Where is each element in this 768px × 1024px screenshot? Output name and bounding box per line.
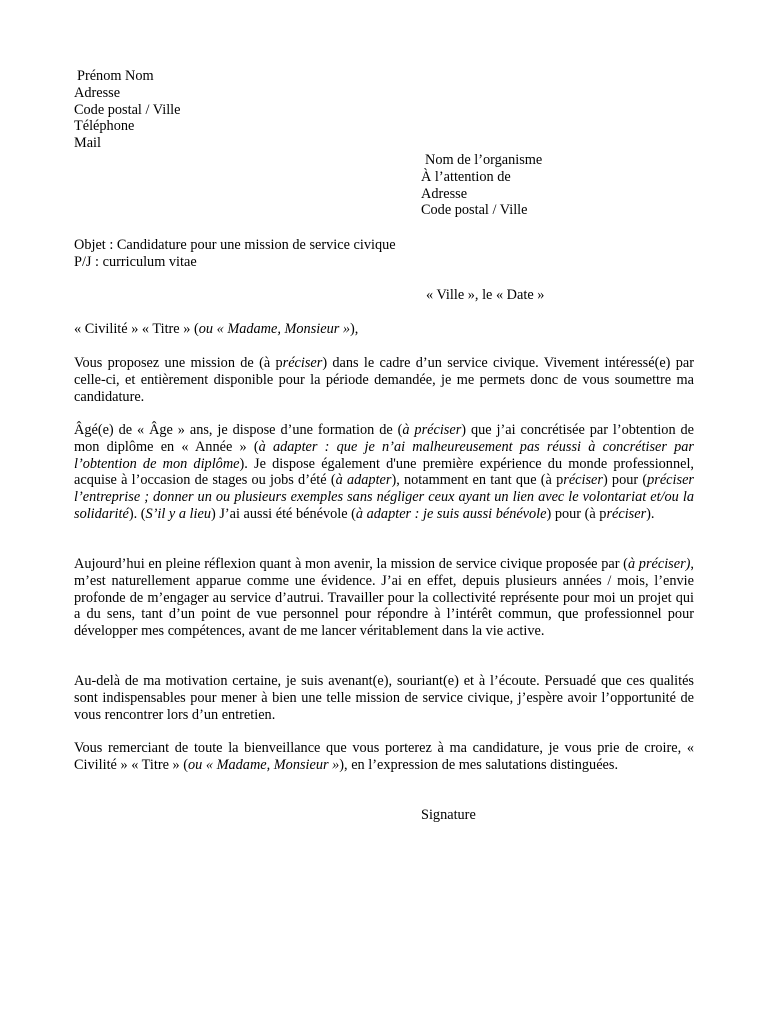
recipient-attention: À l’attention de: [421, 168, 511, 185]
text-italic: à préciser: [402, 422, 462, 438]
text: Âgé(e) de « Âge » ans, je dispose d’une formation de (: [74, 422, 403, 438]
sender-block: [74, 68, 181, 152]
text: ). Je dispose également d'une première expérience du monde professionnel, acquise à l’occasion de stages ou jobs d’été (: [74, 455, 694, 489]
sender-mail: Mail: [74, 135, 102, 152]
text: , m’est naturellement apparue comme une évidence. J’ai en effet, depuis plusieurs années / mois, l’envie profonde de m’engager au service d’autrui. Travailler pour la collectivité représente pour moi un projet qui a du sens, tant d’un point de vue personnel pour répondre à l’intérêt commun, que professionnel pour développer mes compétences, avant de me lancer véritablement dans la vie active.: [74, 556, 694, 640]
text: Aujourd’hui en pleine réflexion quant à mon avenir, la mission de service civique proposée par (: [74, 556, 628, 572]
text-italic: à préciser): [627, 556, 691, 572]
text: ). (: [128, 505, 146, 522]
text-italic: préciser l’entreprise ; donner un ou plusieurs exemples sans négliger ceux ayant un lien avec le volontariat et/ou la solidarité: [74, 472, 694, 522]
paragraph-1: [74, 355, 694, 405]
text: ).: [646, 505, 655, 522]
recipient-organisation: Nom de l’organisme: [425, 152, 543, 168]
text: ), en l’expression de mes salutations distinguées.: [339, 756, 619, 773]
date-line: « Ville », le « Date »: [426, 287, 545, 303]
attachment-line: P/J : curriculum vitae: [74, 253, 197, 270]
salutation-italic: ou « Madame, Monsieur »: [198, 321, 351, 337]
text-italic: à adapter : je suis aussi bénévole: [355, 505, 547, 522]
recipient-address: Adresse: [421, 185, 468, 202]
text-italic: à adapter : que je n’ai malheureusement pas réussi à concrétiser par l’obtention de mon diplôme: [74, 438, 694, 472]
sender-address: Adresse: [74, 84, 121, 101]
sender-phone: Téléphone: [74, 118, 135, 135]
text: ) J’ai aussi été bénévole (: [211, 505, 356, 522]
salutation: [74, 321, 358, 338]
text: ) pour (à p: [546, 505, 607, 522]
paragraph-4: Au-delà de ma motivation certaine, je suis avenant(e), souriant(e) et à l’écoute. Persuadé que ces qualités sont indispensables pour mener à bien une telle mission de service civique, j’espère avoir l’opportunité de vous rencontrer lors d’un entretien.: [74, 673, 694, 723]
paragraph-2: [74, 422, 694, 523]
text: ), notamment en tant que (à p: [391, 472, 564, 489]
subject-line: Objet : Candidature pour une mission de service civique: [74, 237, 396, 253]
signature: Signature: [421, 807, 476, 823]
salutation-suffix: ),: [350, 321, 359, 337]
text: Vous proposez une mission de (à p: [74, 355, 283, 371]
recipient-block: [421, 152, 542, 219]
text-italic: réciser: [282, 355, 323, 371]
sender-postal-city: Code postal / Ville: [74, 101, 181, 118]
text-italic: S’il y a lieu: [145, 505, 211, 522]
text: ) dans le cadre d’un service civique. Vivement intéressé(e) par celle-ci, et entièrement disponible pour la période demandée, je me permets donc de vous soumettre ma candidature.: [74, 355, 694, 405]
recipient-postal-city: Code postal / Ville: [421, 202, 528, 219]
text-italic: réciser: [606, 505, 647, 522]
text-italic: réciser: [563, 472, 603, 489]
paragraph-3: [74, 556, 694, 640]
text-italic: ou « Madame, Monsieur »: [188, 756, 340, 773]
text-italic: à adapter: [335, 472, 392, 489]
paragraph-5: [74, 740, 694, 774]
text: Vous remerciant de toute la bienveillance que vous porterez à ma candidature, je vous prie de croire, « Civilité » « Titre » (: [74, 740, 694, 773]
salutation-prefix: « Civilité » « Titre » (: [74, 321, 199, 337]
subject-block: [74, 237, 396, 271]
text: ) pour (: [602, 472, 648, 489]
text: ) que j’ai concrétisée par l’obtention de mon diplôme en « Année » (: [74, 422, 695, 455]
sender-name: Prénom Nom: [77, 68, 154, 84]
